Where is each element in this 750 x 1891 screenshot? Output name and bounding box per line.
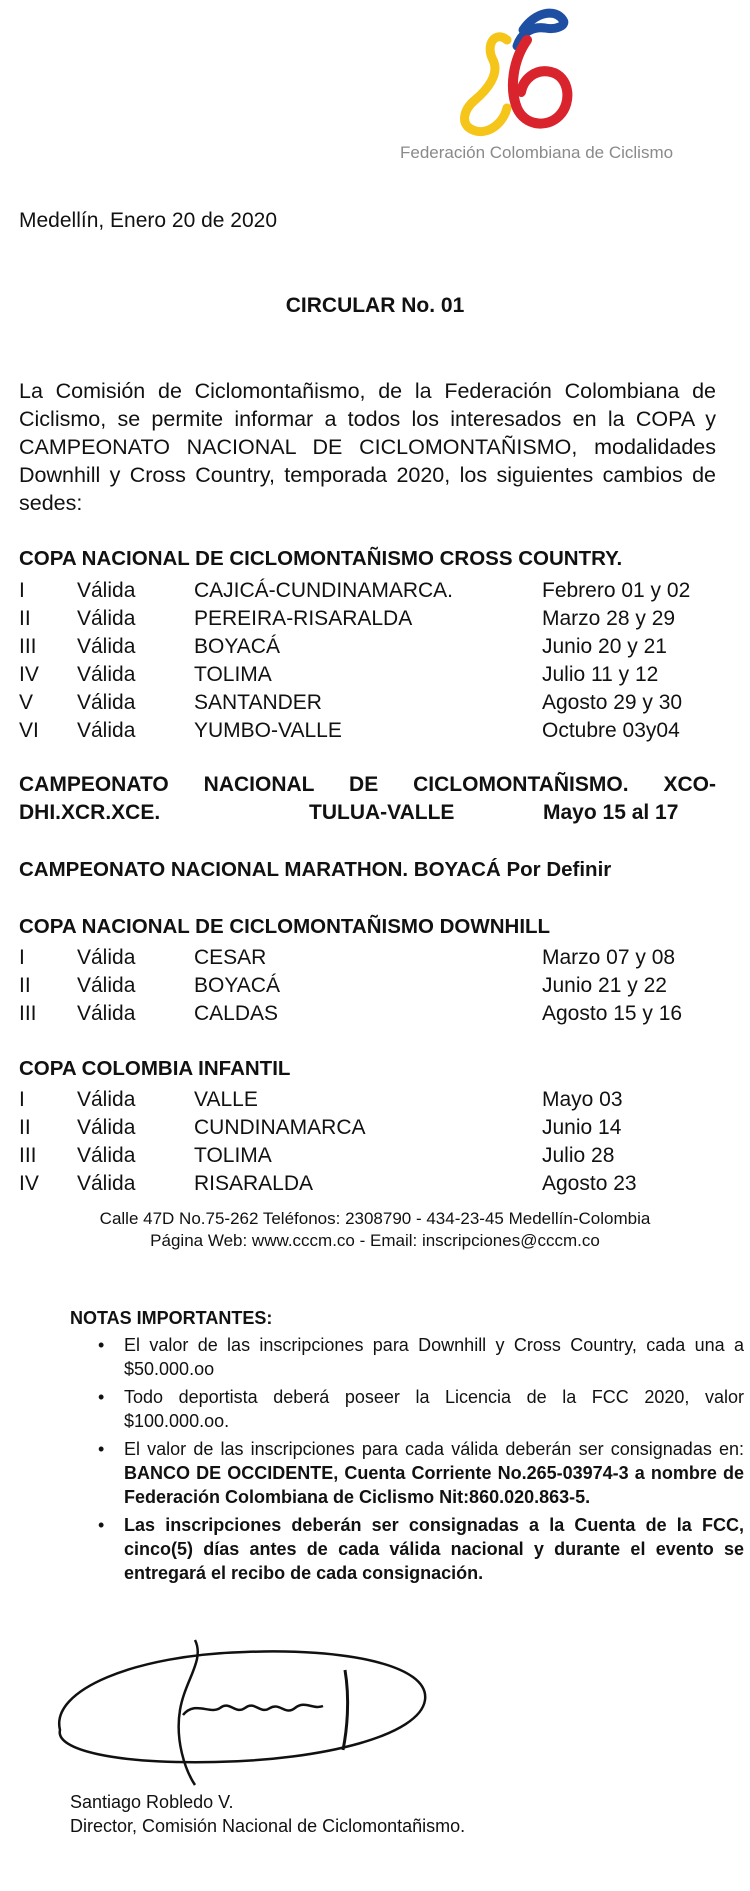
row-number: VI: [19, 719, 39, 742]
row-venue: CUNDINAMARCA: [194, 1116, 366, 1139]
row-date: Agosto 15 y 16: [542, 1002, 683, 1025]
row-number: II: [19, 607, 31, 630]
row-type: Válida: [77, 635, 136, 658]
row-number: III: [19, 1144, 37, 1167]
row-type: Válida: [77, 1002, 136, 1025]
signer-title: Director, Comisión Nacional de Ciclomontañismo.: [70, 1816, 466, 1836]
note-text: Todo deportista deberá poseer la Licencia de la FCC 2020, valor $100.000.oo.: [124, 1387, 744, 1431]
row-number: I: [19, 946, 25, 969]
row-number: III: [19, 635, 37, 658]
row-date: Agosto 29 y 30: [542, 691, 683, 714]
row-venue: VALLE: [194, 1088, 258, 1111]
row-type: Válida: [77, 691, 136, 714]
row-type: Válida: [77, 946, 136, 969]
footer-web: Página Web: www.cccm.co - Email: inscripciones@cccm.co: [150, 1231, 600, 1250]
signer-block: [70, 1790, 465, 1838]
row-venue: SANTANDER: [194, 691, 322, 714]
cross-country-table: [19, 577, 719, 745]
footer-address: Calle 47D No.75-262 Teléfonos: 2308790 - 434-23-45 Medellín-Colombia: [99, 1209, 651, 1228]
row-date: Junio 21 y 22: [542, 974, 667, 997]
table-row: [19, 1086, 719, 1114]
bullet-icon: •: [98, 1335, 105, 1355]
table-row: [19, 1114, 719, 1142]
row-type: Válida: [77, 719, 136, 742]
list-item: [98, 1513, 744, 1585]
row-venue: YUMBO-VALLE: [194, 719, 342, 742]
table-row: [19, 972, 719, 1000]
row-number: II: [19, 974, 31, 997]
row-date: Febrero 01 y 02: [542, 579, 691, 602]
championship-date: Mayo 15 al 17: [543, 801, 679, 824]
intro-paragraph: La Comisión de Ciclomontañismo, de la Federación Colombiana de Ciclismo, se permite informar a todos los interesados en la COPA y CAMPEONATO NACIONAL DE CICLOMONTAÑISMO, modalidades Downhill y Cross Country, temporada 2020, los siguientes cambios de sedes:: [19, 379, 716, 515]
logo-text: Federación Colombiana de Ciclismo: [400, 143, 674, 162]
list-item: [98, 1333, 744, 1381]
table-row: [19, 577, 719, 605]
row-date: Agosto 23: [542, 1172, 637, 1195]
table-row: [19, 689, 719, 717]
logo-emblem-icon: [395, 0, 725, 150]
row-venue: TOLIMA: [194, 663, 272, 686]
note-text: El valor de las inscripciones para Downhill y Cross Country, cada una a $50.000.oo: [124, 1335, 744, 1379]
row-type: Válida: [77, 579, 136, 602]
list-item: [98, 1385, 744, 1433]
row-type: Válida: [77, 1172, 136, 1195]
row-venue: CALDAS: [194, 1002, 279, 1025]
list-item: [98, 1437, 744, 1509]
row-date: Junio 14: [542, 1116, 622, 1139]
downhill-heading: COPA NACIONAL DE CICLOMONTAÑISMO DOWNHILL: [19, 915, 551, 938]
championship-block: [19, 771, 716, 827]
row-number: IV: [19, 1172, 39, 1195]
row-venue: RISARALDA: [194, 1172, 314, 1195]
row-number: I: [19, 579, 25, 602]
infantil-heading: COPA COLOMBIA INFANTIL: [19, 1057, 291, 1080]
bullet-icon: •: [98, 1439, 105, 1459]
row-date: Julio 11 y 12: [542, 663, 659, 686]
table-row: [19, 944, 719, 972]
bullet-icon: •: [98, 1515, 105, 1535]
row-type: Válida: [77, 1088, 136, 1111]
circular-title: CIRCULAR No. 01: [285, 294, 465, 317]
marathon-line: CAMPEONATO NACIONAL MARATHON. BOYACÁ Por Definir: [19, 858, 612, 881]
championship-venue: TULUA-VALLE: [309, 801, 455, 824]
row-venue: BOYACÁ: [194, 974, 280, 997]
infantil-table: [19, 1086, 719, 1198]
cross-country-heading: COPA NACIONAL DE CICLOMONTAÑISMO CROSS COUNTRY.: [19, 547, 623, 570]
table-row: [19, 661, 719, 689]
note-text: El valor de las inscripciones para cada válida deberán ser consignadas en:: [124, 1439, 744, 1459]
notes-list: [98, 1333, 744, 1589]
table-row: [19, 1000, 719, 1028]
row-type: Válida: [77, 607, 136, 630]
table-row: [19, 633, 719, 661]
row-date: Octubre 03y04: [542, 719, 680, 742]
row-venue: CAJICÁ-CUNDINAMARCA.: [194, 579, 454, 602]
row-date: Junio 20 y 21: [542, 635, 667, 658]
row-venue: CESAR: [194, 946, 267, 969]
row-date: Marzo 28 y 29: [542, 607, 676, 630]
championship-line2: [19, 799, 716, 827]
championship-line1: CAMPEONATO NACIONAL DE CICLOMONTAÑISMO. XCO-: [19, 773, 716, 796]
row-number: II: [19, 1116, 31, 1139]
row-type: Válida: [77, 974, 136, 997]
row-number: III: [19, 1002, 37, 1025]
row-number: I: [19, 1088, 25, 1111]
row-type: Válida: [77, 663, 136, 686]
row-type: Válida: [77, 1144, 136, 1167]
row-venue: PEREIRA-RISARALDA: [194, 607, 413, 630]
signer-name: Santiago Robledo V.: [70, 1792, 234, 1812]
note-text: Las inscripciones deberán ser consignadas a la Cuenta de la FCC, cinco(5) días antes de cada válida nacional y durante el evento se entregará el recibo de cada consignación.: [124, 1515, 744, 1583]
table-row: [19, 1142, 719, 1170]
signature-scribble-icon: [45, 1620, 445, 1790]
row-number: IV: [19, 663, 39, 686]
row-date: Mayo 03: [542, 1088, 623, 1111]
table-row: [19, 605, 719, 633]
date-line: Medellín, Enero 20 de 2020: [19, 209, 278, 232]
row-venue: BOYACÁ: [194, 635, 280, 658]
row-type: Válida: [77, 1116, 136, 1139]
row-number: V: [19, 691, 34, 714]
championship-disciplines: DHI.XCR.XCE.: [19, 801, 161, 824]
row-date: Marzo 07 y 08: [542, 946, 676, 969]
notes-title: NOTAS IMPORTANTES:: [70, 1308, 273, 1328]
table-row: [19, 1170, 719, 1198]
note-bank-details: BANCO DE OCCIDENTE, Cuenta Corriente No.265-03974-3 a nombre de Federación Colombiana de Ciclismo Nit:860.020.863-5.: [124, 1463, 744, 1507]
row-date: Julio 28: [542, 1144, 615, 1167]
bullet-icon: •: [98, 1387, 105, 1407]
row-venue: TOLIMA: [194, 1144, 272, 1167]
signature: [45, 1620, 445, 1790]
downhill-table: [19, 944, 719, 1028]
table-row: [19, 717, 719, 745]
